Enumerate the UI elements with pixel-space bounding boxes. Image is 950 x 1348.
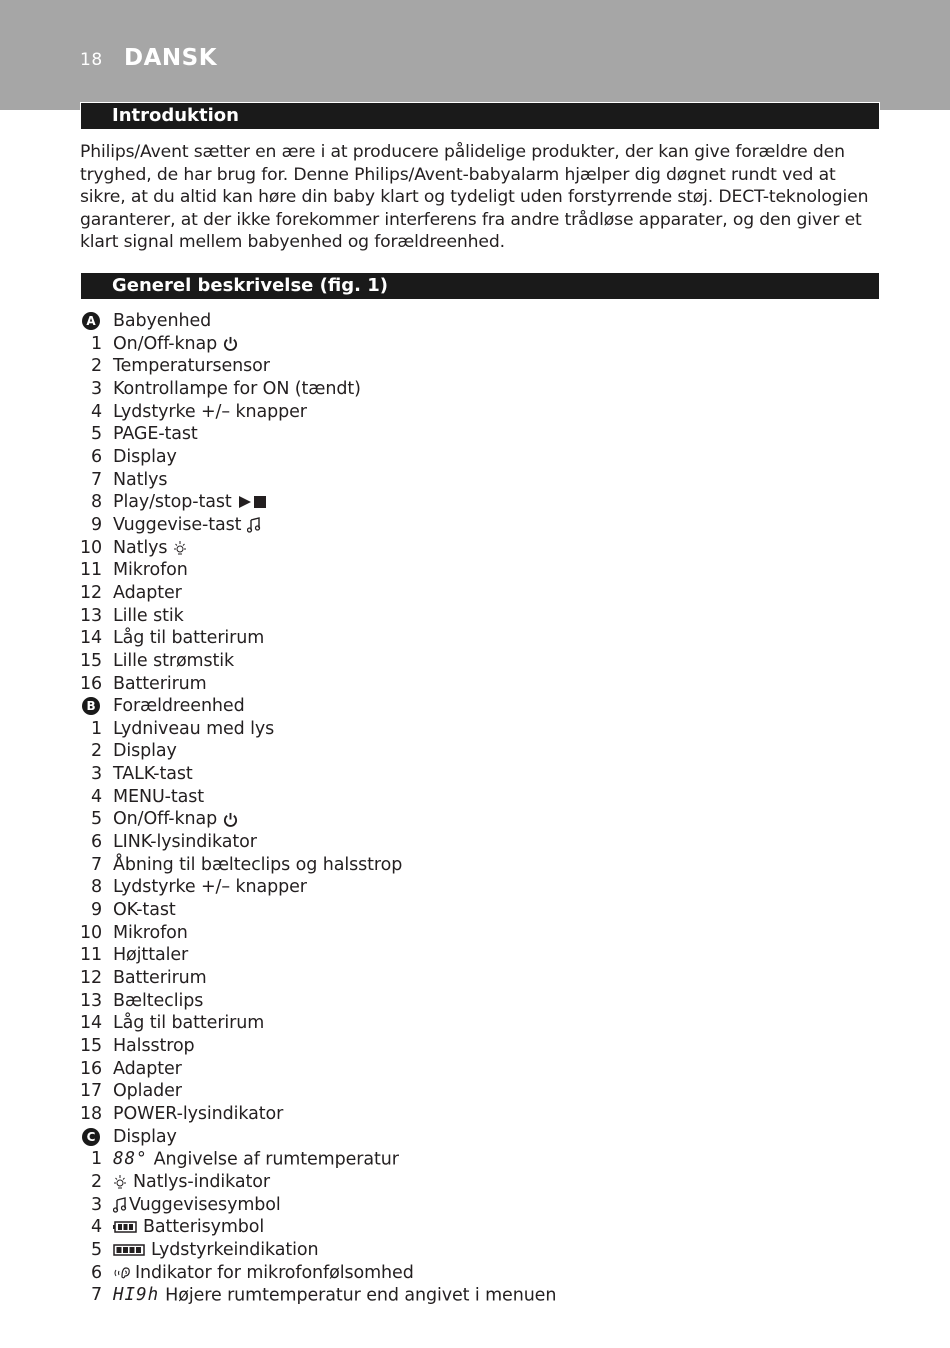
item-number: 3: [90, 764, 102, 785]
item-number: 2: [90, 741, 102, 762]
item-number: 5: [90, 1239, 102, 1260]
list-item: [80, 1012, 880, 1035]
list-item: [80, 537, 880, 560]
item-number: 14: [80, 1013, 103, 1034]
item-number: 9: [90, 900, 102, 921]
item-number: 14: [80, 628, 103, 649]
item-number: 11: [80, 945, 103, 966]
list-item: [80, 1035, 880, 1058]
list-item: [80, 650, 880, 673]
item-label: POWER-lysindikator: [113, 1103, 284, 1124]
item-number: 6: [90, 832, 102, 853]
page-number: 18: [80, 50, 103, 70]
item-number: 12: [80, 968, 103, 989]
item-label: Mikrofon: [113, 922, 188, 943]
item-label: Lydniveau med lys: [113, 718, 275, 739]
music-note-icon: [113, 1197, 127, 1213]
item-number: 10: [80, 537, 103, 558]
list-item: [80, 740, 880, 763]
list-item: [80, 582, 880, 605]
list-item: [80, 491, 880, 514]
item-number: 5: [90, 424, 102, 445]
item-number: 10: [80, 922, 103, 943]
item-label: Vuggevisesymbol: [129, 1194, 281, 1215]
item-number: 18: [80, 1103, 103, 1124]
list-item: [80, 718, 880, 741]
item-label: Indikator for mikrofonfølsomhed: [135, 1262, 414, 1283]
music-note-icon: [247, 517, 261, 533]
list-item: [80, 1058, 880, 1081]
group-header-c: [80, 1126, 880, 1149]
badge-b: B: [82, 697, 100, 715]
list-item: [80, 673, 880, 696]
language-title: DANSK: [124, 45, 218, 71]
item-label: Lille strømstik: [113, 650, 235, 671]
group-header-b: [80, 695, 880, 718]
list-item: [80, 401, 880, 424]
component-list: [80, 310, 880, 1307]
item-number: 11: [80, 560, 103, 581]
item-label: Display: [113, 446, 177, 467]
item-number: 2: [90, 356, 102, 377]
item-number: 5: [90, 809, 102, 830]
item-label: Halsstrop: [113, 1036, 195, 1056]
list-item: [80, 922, 880, 945]
item-number: 16: [80, 1058, 103, 1079]
item-label: Lydstyrke +/– knapper: [113, 401, 307, 422]
item-label: Angivelse af rumtemperatur: [153, 1149, 399, 1170]
item-label: Kontrollampe for ON (tændt): [113, 378, 361, 399]
group-title: Forældreenhed: [113, 696, 245, 717]
item-number: 4: [90, 401, 102, 422]
item-label: OK-tast: [113, 900, 176, 921]
item-number: 1: [90, 718, 102, 739]
list-item: [80, 1284, 880, 1307]
item-number: 6: [90, 446, 102, 467]
item-number: 4: [90, 1217, 102, 1238]
list-item: [80, 1239, 880, 1262]
list-item: [80, 514, 880, 537]
badge-a: A: [82, 312, 100, 330]
item-number: 15: [80, 650, 103, 671]
item-number: 8: [90, 492, 102, 513]
item-number: 1: [90, 1149, 102, 1170]
item-label: Display: [113, 741, 177, 762]
item-number: 12: [80, 582, 103, 603]
list-item: [80, 423, 880, 446]
item-number: 16: [80, 673, 103, 694]
list-item: [80, 605, 880, 628]
list-item: [80, 876, 880, 899]
list-item: [80, 378, 880, 401]
item-label: On/Off-knap: [113, 809, 218, 830]
lcd-temperature-readout: 88°: [113, 1149, 148, 1170]
item-label: Batterisymbol: [143, 1217, 265, 1238]
nightlight-icon: [173, 540, 187, 556]
item-label: Lille stik: [113, 605, 184, 626]
item-number: 13: [80, 990, 103, 1011]
group-title: Babyenhed: [113, 311, 212, 331]
item-number: 1: [90, 333, 102, 354]
list-item: [80, 990, 880, 1013]
item-label: Lydstyrke +/– knapper: [113, 877, 307, 898]
list-item: [80, 967, 880, 990]
play-stop-icon: [238, 495, 268, 509]
item-label: Natlys: [113, 537, 168, 558]
item-label: Temperatursensor: [113, 356, 270, 377]
item-label: Adapter: [113, 1058, 182, 1079]
item-label: MENU-tast: [113, 786, 205, 807]
item-number: 8: [90, 877, 102, 898]
item-label: Låg til batterirum: [113, 1013, 265, 1034]
list-item: [80, 627, 880, 650]
item-label: Adapter: [113, 582, 182, 603]
item-label: Batterirum: [113, 968, 207, 989]
item-number: 3: [90, 378, 102, 399]
item-number: 3: [90, 1194, 102, 1215]
list-item: [80, 899, 880, 922]
list-item: [80, 1103, 880, 1126]
item-label: LINK-lysindikator: [113, 832, 257, 853]
list-item: [80, 831, 880, 854]
item-label: Mikrofon: [113, 560, 188, 581]
list-item: [80, 446, 880, 469]
battery-icon: [113, 1221, 137, 1233]
item-label: Vuggevise-tast: [113, 514, 242, 535]
group-title: Display: [113, 1126, 177, 1147]
item-label: Batterirum: [113, 673, 207, 694]
list-item: [80, 786, 880, 809]
power-icon: [223, 812, 238, 827]
item-number: 13: [80, 605, 103, 626]
list-item: [80, 559, 880, 582]
item-number: 7: [90, 1285, 102, 1306]
list-item: [80, 1148, 880, 1171]
item-label: Låg til batterirum: [113, 628, 265, 649]
list-item: [80, 1216, 880, 1239]
item-label: Natlys-indikator: [133, 1171, 270, 1192]
list-item: [80, 333, 880, 356]
item-label: Lydstyrkeindikation: [151, 1239, 319, 1260]
list-item: [80, 1080, 880, 1103]
item-label: Oplader: [113, 1081, 182, 1102]
list-item: [80, 1262, 880, 1285]
group-header-a: [80, 310, 880, 333]
item-label: Bælteclips: [113, 990, 204, 1011]
item-label: Natlys: [113, 469, 168, 490]
mic-sensitivity-icon: [113, 1265, 131, 1281]
item-label: Åbning til bælteclips og halsstrop: [113, 854, 403, 875]
list-item: [80, 355, 880, 378]
item-number: 17: [80, 1081, 103, 1102]
list-item: [80, 1171, 880, 1194]
item-label: Play/stop-tast: [113, 492, 232, 513]
item-label: On/Off-knap: [113, 333, 218, 354]
item-label: TALK-tast: [113, 764, 193, 785]
list-item: [80, 1194, 880, 1217]
item-label: PAGE-tast: [113, 424, 198, 445]
nightlight-icon: [113, 1174, 127, 1190]
intro-paragraph: Philips/Avent sætter en ære i at producere pålidelige produkter, der kan give forældre den tryghed, de har brug for. Denne Philips/Avent-babyalarm hjælper dig døgnet rundt ved at sikre, at du altid kan høre din baby klart og tydeligt uden forstyrrende støj. DECT-teknologien garanterer, at der ikke forekommer interferens fra andre trådløse apparater, og den giver et klart signal mellem babyenhed og forældreenhed.: [80, 142, 869, 253]
item-number: 2: [90, 1171, 102, 1192]
item-number: 7: [90, 854, 102, 875]
power-icon: [223, 336, 238, 351]
item-label: Højere rumtemperatur end angivet i menuen: [165, 1285, 557, 1306]
volume-bars-icon: [113, 1244, 145, 1256]
section-title-intro: Introduktion: [112, 105, 239, 126]
section-title-description: Generel beskrivelse (fig. 1): [112, 275, 388, 296]
list-item: [80, 808, 880, 831]
item-number: 7: [90, 469, 102, 490]
lcd-high-temperature-readout: HI9h: [113, 1285, 160, 1306]
item-number: 6: [90, 1262, 102, 1283]
list-item: [80, 469, 880, 492]
badge-c: C: [82, 1128, 100, 1146]
item-number: 15: [80, 1036, 103, 1056]
list-item: [80, 763, 880, 786]
item-number: 9: [90, 514, 102, 535]
item-number: 4: [90, 786, 102, 807]
list-item: [80, 944, 880, 967]
list-item: [80, 854, 880, 877]
item-label: Højttaler: [113, 945, 189, 966]
